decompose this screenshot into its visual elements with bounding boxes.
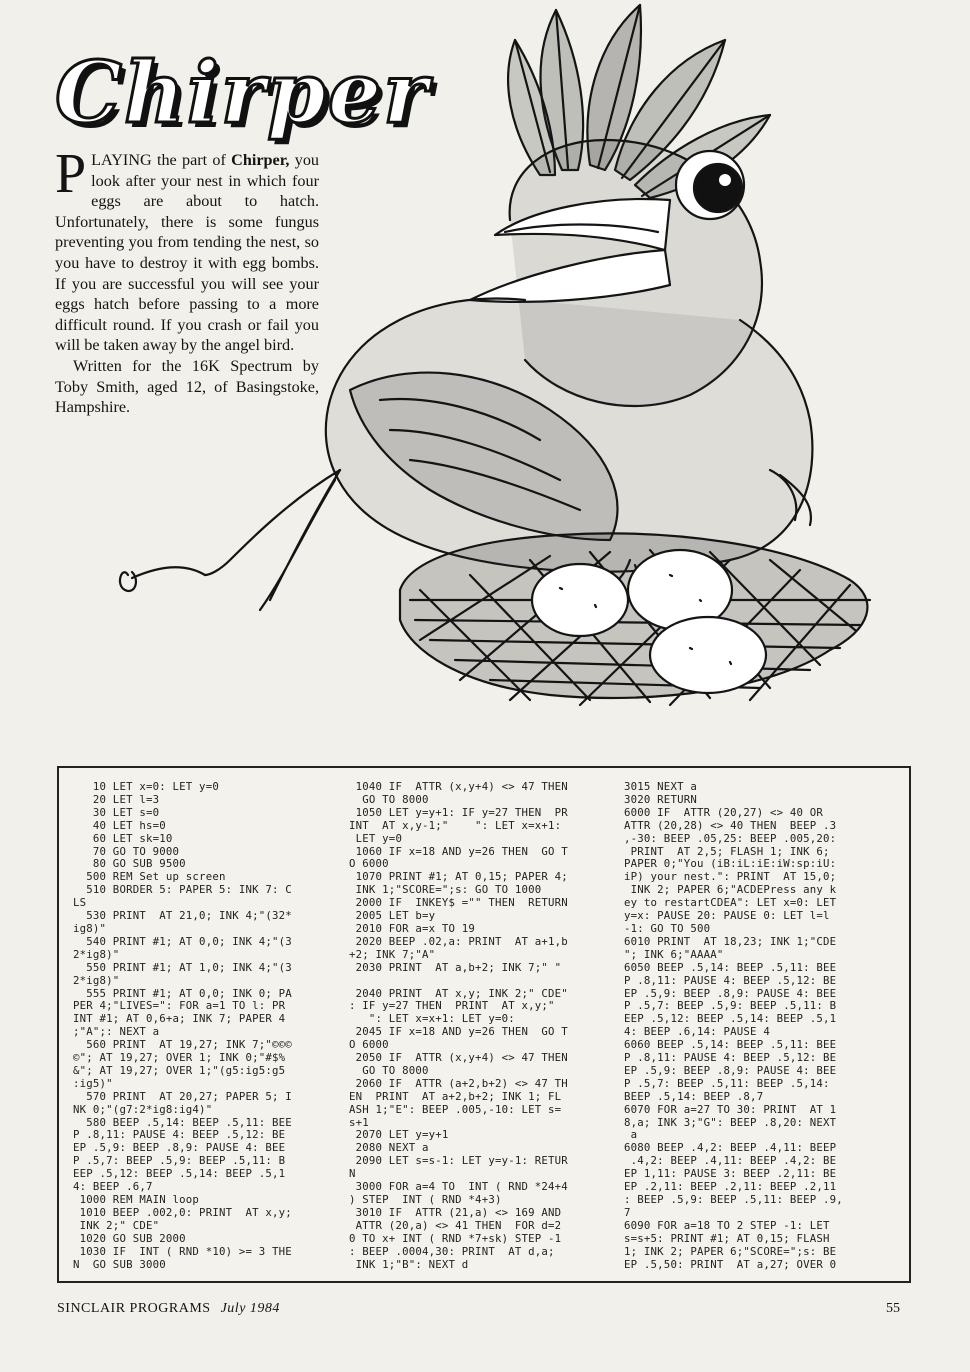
- listing-column-1: 10 LET x=0: LET y=0 20 LET l=3 30 LET s=0 40 LET hs=0 60 LET sk=10 70 GO TO 9000 80 GO SUB 9500 500 REM Set up screen 510 BORDER 5: PAPER 5: INK 7: C LS 530 PRINT AT 21,0; INK 4;"(32* ig8)" 540 PRINT #1; AT 0,0; INK 4;"(3 2*ig8)" 550 PRINT #1; AT 1,0; INK 4;"(3 2*ig8)" 555 PRINT #1; AT 0,0; INK 0; PA PER 4;"LIVES=": FOR a=1 TO l: PR INT #1; AT 0,6+a; INK 7; PAPER 4 ;"A";: NEXT a 560 PRINT AT 19,27; INK 7;"©©© ©"; AT 19,27; OVER 1; INK 0;"#$% &"; AT 19,27; OVER 1;"(g5:ig5:g5 :ig5)" 570 PRINT AT 20,27; PAPER 5; I NK 0;"(g7:2*ig8:ig4)" 580 BEEP .5,14: BEEP .5,11: BEE P .8,11: PAUSE 4: BEEP .5,12: BE EP .5,9: BEEP .8,9: PAUSE 4: BEE P .5,7: BEEP .5,9: BEEP .5,11: B EEP .5,12: BEEP .5,14: BEEP .5,1 4: BEEP .6,7 1000 REM MAIN loop 1010 BEEP .002,0: PRINT AT x,y; INK 2;" CDE" 1020 GO SUB 2000 1030 IF INT ( RND *10) >= 3 THE N GO SUB 3000: [73, 780, 292, 1271]
- intro-paragraph-2: Written for the 16K Spectrum by Toby Smith, aged 12, of Basingstoke, Hampshire.: [55, 356, 319, 417]
- program-listing: [57, 766, 911, 1283]
- bird-tail-icon: [205, 470, 340, 575]
- game-name: Chirper,: [231, 151, 290, 169]
- listing-column-2: 1040 IF ATTR (x,y+4) <> 47 THEN GO TO 8000 1050 LET y=y+1: IF y=27 THEN PR INT AT x,y-1;" ": LET x=x+1: LET y=0 1060 IF x=18 AND y=26 THEN GO T O 6000 1070 PRINT #1; AT 0,15; PAPER 4; INK 1;"SCORE=";s: GO TO 1000 2000 IF INKEY$ ="" THEN RETURN 2005 LET b=y 2010 FOR a=x TO 19 2020 BEEP .02,a: PRINT AT a+1,b +2; INK 7;"A" 2030 PRINT AT a,b+2; INK 7;" " 2040 PRINT AT x,y; INK 2;" CDE" : IF y=27 THEN PRINT AT x,y;" ": LET x=x+1: LET y=0: 2045 IF x=18 AND y=26 THEN GO T O 6000 2050 IF ATTR (x,y+4) <> 47 THEN GO TO 8000 2060 IF ATTR (a+2,b+2) <> 47 TH EN PRINT AT a+2,b+2; INK 1; FL ASH 1;"E": BEEP .005,-10: LET s= s+1 2070 LET y=y+1 2080 NEXT a 2090 LET s=s-1: LET y=y-1: RETUR N 3000 FOR a=4 TO INT ( RND *24+4 ) STEP INT ( RND *4+3) 3010 IF ATTR (21,a) <> 169 AND ATTR (20,a) <> 41 THEN FOR d=2 0 TO x+ INT ( RND *7+sk) STEP -1 : BEEP .0004,30: PRINT AT d,a; INK 1;"B": NEXT d: [349, 780, 568, 1271]
- drop-cap: P: [55, 143, 87, 205]
- intro-paragraph-1: PLAYING the part of Chirper, you look after your nest in which four eggs are about to hatch. Unfortunately, there is some fungus preventing you from tending the nest, so you have to destroy it with egg bombs. If you are successful you will see your eggs hatch before passing to a more difficult round. If you crash or fail you will be taken away by the angel bird.: [55, 143, 320, 355]
- footer-publication: [57, 1301, 280, 1317]
- bird-eye-icon: [676, 151, 744, 219]
- nest-icon: [400, 533, 867, 698]
- issue-date: July 1984: [220, 1301, 280, 1316]
- page-number: 55: [886, 1301, 900, 1316]
- publication-name: SINCLAIR PROGRAMS: [57, 1301, 211, 1316]
- chirper-bird-illustration: [110, 0, 900, 752]
- page-title: Chirper: [55, 43, 430, 142]
- listing-column-3: 3015 NEXT a 3020 RETURN 6000 IF ATTR (20,27) <> 40 OR ATTR (20,28) <> 40 THEN BEEP .3 ,-30: BEEP .05,25: BEEP .005,20: PRINT AT 2,5; FLASH 1; INK 6; PAPER 0;"You (iB:iL:iE:iW:sp:iU: iP) your nest.": PRINT AT 15,0; INK 2; PAPER 6;"ACDEPress any k ey to restartCDEA": LET x=0: LET y=x: PAUSE 20: PAUSE 0: LET l=l -1: GO TO 500 6010 PRINT AT 18,23; INK 1;"CDE "; INK 6;"AAAA" 6050 BEEP .5,14: BEEP .5,11: BEE P .8,11: PAUSE 4: BEEP .5,12: BE EP .5,9: BEEP .8,9: PAUSE 4: BEE P .5,7: BEEP .5,9: BEEP .5,11: B EEP .5,12: BEEP .5,14: BEEP .5,1 4: BEEP .6,14: PAUSE 4 6060 BEEP .5,14: BEEP .5,11: BEE P .8,11: PAUSE 4: BEEP .5,12: BE EP .5,9: BEEP .8,9: PAUSE 4: BEE P .5,7: BEEP .5,11: BEEP .5,14: BEEP .5,14: BEEP .8,7 6070 FOR a=27 TO 30: PRINT AT 1 8,a; INK 3;"G": BEEP .8,20: NEXT a 6080 BEEP .4,2: BEEP .4,11: BEEP .4,2: BEEP .4,11: BEEP .4,2: BE EP 1,11: PAUSE 3: BEEP .2,11: BE EP .2,11: BEEP .2,11: BEEP .2,11 : BEEP .5,9: BEEP .5,11: BEEP .9, 7 6090 FOR a=18 TO 2 STEP -1: LET s=s+5: PRINT #1; AT 0,15; FLASH 1; INK 2; PAPER 6;"SCORE=";s: BE EP .5,50: PRINT AT a,27; OVER 0: [624, 780, 843, 1271]
